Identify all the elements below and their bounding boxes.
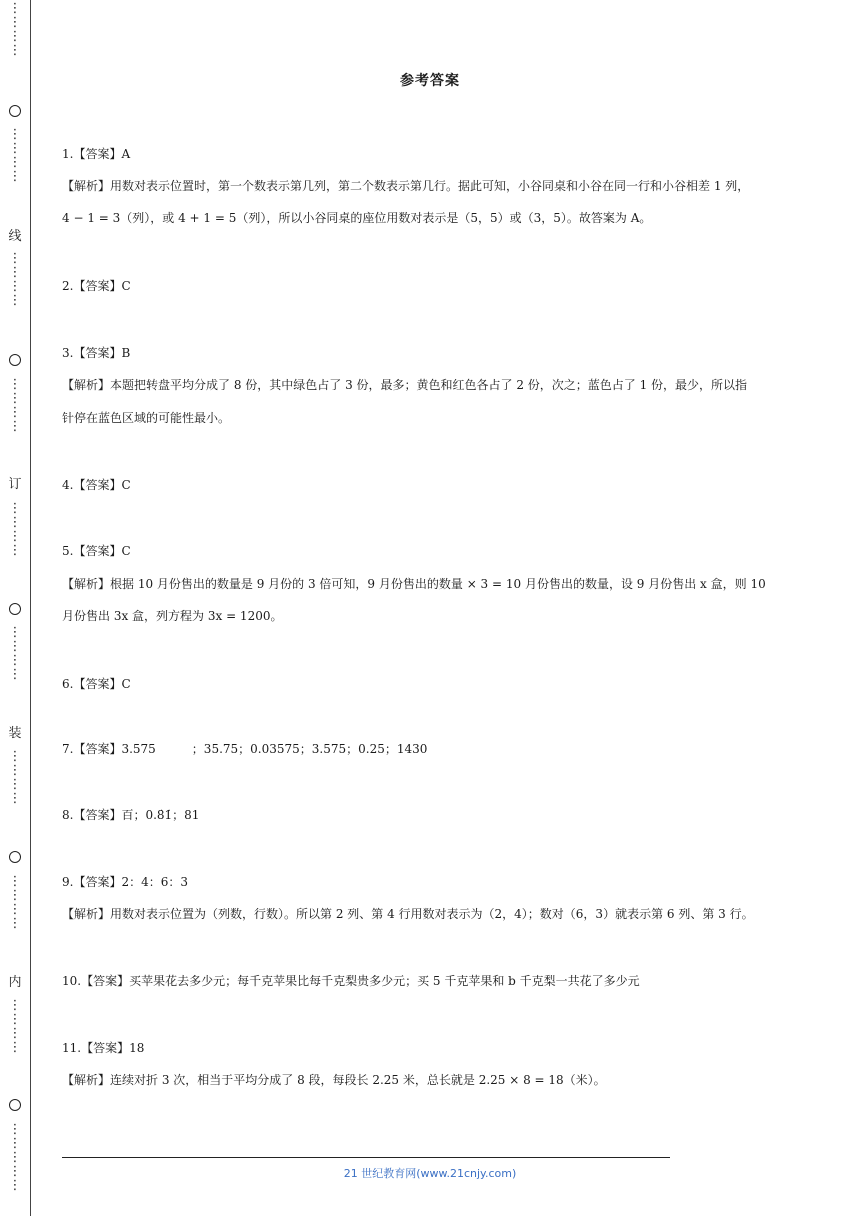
dotted-divider: ⋮ ⋮ ⋮ ⋮ (8, 377, 22, 434)
dotted-divider: ⋮ ⋮ ⋮ ⋮ (8, 874, 22, 931)
analysis-11: 【解析】连续对折 3 次，相当于平均分成了 8 段，每段长 2.25 米，总长就是 2.25 × 8 = 18（米）。 (62, 1073, 606, 1087)
binding-char-xian: 线 (8, 229, 22, 244)
analysis-1-line-1: 【解析】用数对表示位置时，第一个数表示第几列，第二个数表示第几行。据此可知，小谷同桌和小谷在同一行和小谷相差 1 列， (62, 179, 750, 193)
analysis-5-line-2: 月份售出 3x 盒，列方程为 3x = 1200。 (62, 609, 283, 623)
dotted-divider: ⋮ ⋮ ⋮ ⋮ (8, 625, 22, 682)
page-title: 参考答案 (400, 73, 460, 89)
answer-1: 1.【答案】A (62, 147, 131, 161)
binding-circle-icon (0, 105, 30, 120)
analysis-3-line-1: 【解析】本题把转盘平均分成了 8 份，其中绿色占了 3 份，最多；黄色和红色各占了 2 份，次之；蓝色占了 1 份，最少，所以指 (62, 378, 748, 392)
answer-11: 11.【答案】18 (62, 1041, 145, 1055)
answer-6: 6.【答案】C (62, 677, 131, 691)
answer-7: 7.【答案】3.575 ；35.75；0.03575；3.575；0.25；1430 (62, 742, 428, 756)
binding-line (30, 0, 31, 1216)
dotted-divider: ⋮ ⋮ ⋮ ⋮ (8, 749, 22, 806)
binding-char-ding: 订 (8, 477, 22, 492)
dotted-divider: ⋮ ⋮ ⋮ ⋮ (8, 501, 22, 558)
analysis-9: 【解析】用数对表示位置为（列数，行数）。所以第 2 列、第 4 行用数对表示为（2，4）；数对（6，3）就表示第 6 列、第 3 行。 (62, 907, 754, 921)
dotted-divider: ⋮ ⋮ ⋮ ⋮ (8, 1, 22, 58)
binding-strip (0, 0, 30, 1216)
analysis-3-line-2: 针停在蓝色区域的可能性最小。 (62, 411, 231, 425)
binding-char-nei: 内 (8, 975, 22, 990)
binding-circle-icon (0, 354, 30, 369)
binding-circle-icon (0, 851, 30, 866)
dotted-divider: ⋮ ⋮ ⋮ ⋮ (8, 127, 22, 184)
dotted-divider: ⋮ ⋮ ⋮ ⋮ (8, 998, 22, 1055)
footer-source: 21 世纪教育网(www.21cnjy.com) (343, 1167, 517, 1180)
answer-5: 5.【答案】C (62, 544, 131, 558)
dotted-divider: ⋮ ⋮ ⋮ ⋮ ⋮ (8, 1122, 22, 1193)
binding-circle-icon (0, 603, 30, 618)
analysis-1-line-2: 4 − 1 = 3（列），或 4 + 1 = 5（列），所以小谷同桌的座位用数对表示是（5，5）或（3，5）。故答案为 A。 (62, 211, 652, 225)
binding-char-zhuang: 装 (8, 726, 22, 741)
answer-10: 10.【答案】买苹果花去多少元；每千克苹果比每千克梨贵多少元；买 5 千克苹果和 b 千克梨一共花了多少元 (62, 974, 640, 988)
binding-circle-icon (0, 1099, 30, 1114)
footer-rule (62, 1157, 670, 1158)
answer-4: 4.【答案】C (62, 478, 131, 492)
dotted-divider: ⋮ ⋮ ⋮ ⋮ (8, 251, 22, 308)
answer-8: 8.【答案】百；0.8̇1̇；81 (62, 808, 200, 822)
answer-9: 9.【答案】2：4：6：3 (62, 875, 188, 889)
answer-3: 3.【答案】B (62, 346, 131, 360)
answer-2: 2.【答案】C (62, 279, 131, 293)
analysis-5-line-1: 【解析】根据 10 月份售出的数量是 9 月份的 3 倍可知，9 月份售出的数量 × 3 = 10 月份售出的数量，设 9 月份售出 x 盒，则 10 (62, 577, 766, 591)
